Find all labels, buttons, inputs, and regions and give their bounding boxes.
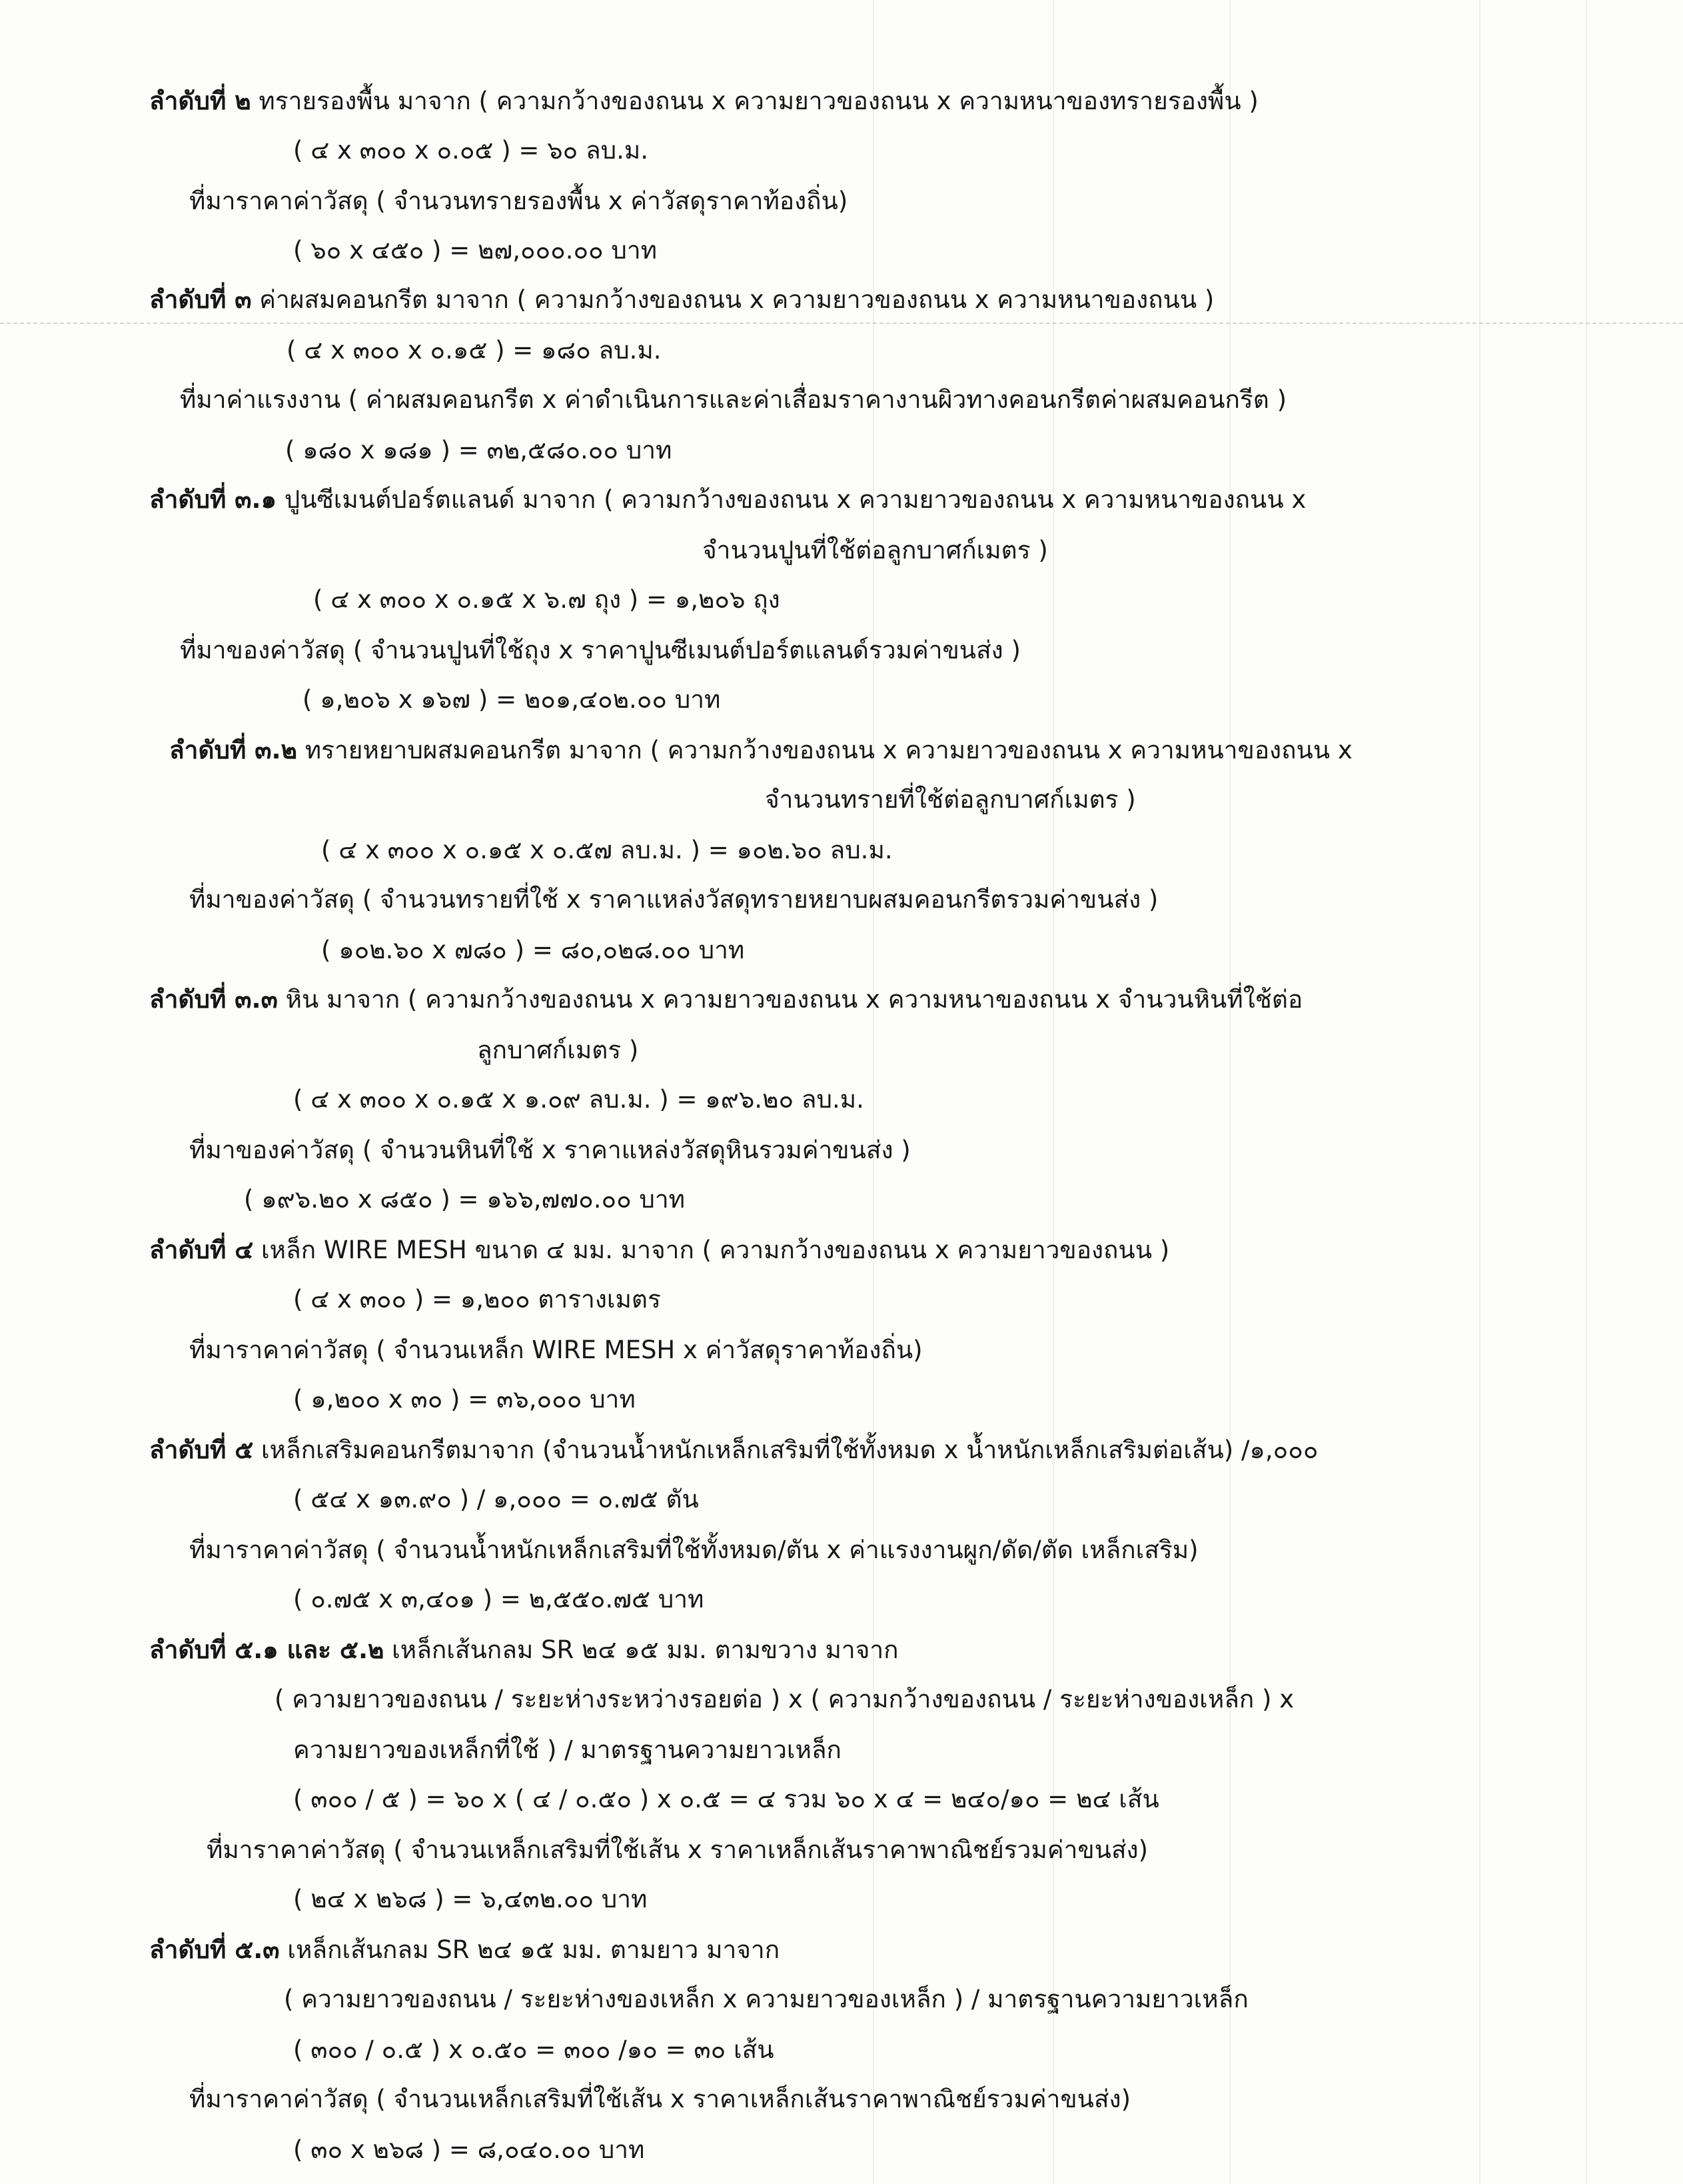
item-3-2-heading-cont: จำนวนทรายที่ใช้ต่อลูกบาศก์เมตร ) xyxy=(765,785,1136,814)
item-5-1-5-2-quantity: ( ๓๐๐ / ๕ ) = ๖๐ x ( ๔ / ๐.๕๐ ) x ๐.๕ = ๔ รวม ๖๐ x ๔ = ๒๔๐/๑๐ = ๒๔ เส้น xyxy=(293,1785,1159,1813)
scan-streak xyxy=(1479,0,1480,2184)
item-3-quantity: ( ๔ x ๓๐๐ x ๐.๑๕ ) = ๑๘๐ ลบ.ม. xyxy=(286,336,662,365)
item-4-quantity: ( ๔ x ๓๐๐ ) = ๑,๒๐๐ ตารางเมตร xyxy=(293,1285,661,1314)
item-4-total: ( ๑,๒๐๐ x ๓๐ ) = ๓๖,๐๐๐ บาท xyxy=(293,1385,636,1414)
item-5-3-formula: ( ความยาวของถนน / ระยะห่างของเหล็ก x ความยาวของเหล็ก ) / มาตรฐานความยาวเหล็ก xyxy=(284,1985,1249,2013)
scan-streak xyxy=(1586,0,1587,2184)
scan-fold-line xyxy=(0,323,1683,324)
item-3-2-heading: ลำดับที่ ๓.๒ ทรายหยาบผสมคอนกรีต มาจาก ( ความกว้างของถนน x ความยาวของถนน x ความหนาของถนน x xyxy=(169,736,1353,764)
item-2-total: ( ๖๐ x ๔๕๐ ) = ๒๗,๐๐๐.๐๐ บาท xyxy=(293,236,658,265)
item-3-1-quantity: ( ๔ x ๓๐๐ x ๐.๑๕ x ๖.๗ ถุง ) = ๑,๒๐๖ ถุง xyxy=(313,585,780,614)
item-5-3-price-source: ที่มาราคาค่าวัสดุ ( จำนวนเหล็กเสริมที่ใช้เส้น x ราคาเหล็กเส้นราคาพาณิชย์รวมค่าขนส่ง) xyxy=(189,2085,1131,2113)
item-4-heading: ลำดับที่ ๔ เหล็ก WIRE MESH ขนาด ๔ มม. มาจาก ( ความกว้างของถนน x ความยาวของถนน ) xyxy=(149,1236,1170,1264)
item-5-1-5-2-formula: ( ความยาวของถนน / ระยะห่างระหว่างรอยต่อ ) x ( ความกว้างของถนน / ระยะห่างของเหล็ก ) x xyxy=(275,1685,1295,1713)
item-5-1-5-2-heading: ลำดับที่ ๕.๑ และ ๕.๒ เหล็กเส้นกลม SR ๒๔ ๑๕ มม. ตามขวาง มาจาก xyxy=(149,1636,899,1664)
item-3-2-price-source: ที่มาของค่าวัสดุ ( จำนวนทรายที่ใช้ x ราคาแหล่งวัสดุทรายหยาบผสมคอนกรีตรวมค่าขนส่ง ) xyxy=(189,885,1159,914)
item-4-price-source: ที่มาราคาค่าวัสดุ ( จำนวนเหล็ก WIRE MESH x ค่าวัสดุราคาท้องถิ่น) xyxy=(189,1336,923,1364)
item-3-3-heading: ลำดับที่ ๓.๓ หิน มาจาก ( ความกว้างของถนน x ความยาวของถนน x ความหนาของถนน x จำนวนหินที่ใช้ต่อ xyxy=(149,985,1303,1014)
item-5-1-5-2-formula-cont: ความยาวของเหล็กที่ใช้ ) / มาตรฐานความยาวเหล็ก xyxy=(293,1735,842,1764)
item-3-total: ( ๑๘๐ x ๑๘๑ ) = ๓๒,๕๘๐.๐๐ บาท xyxy=(285,436,672,465)
item-3-1-total: ( ๑,๒๐๖ x ๑๖๗ ) = ๒๐๑,๔๐๒.๐๐ บาท xyxy=(302,685,721,714)
item-3-heading: ลำดับที่ ๓ ค่าผสมคอนกรีต มาจาก ( ความกว้างของถนน x ความยาวของถนน x ความหนาของถนน ) xyxy=(149,285,1215,314)
scan-streak xyxy=(1229,0,1231,2184)
item-5-total: ( ๐.๗๕ x ๓,๔๐๑ ) = ๒,๕๕๐.๗๕ บาท xyxy=(293,1585,704,1614)
item-2-price-source: ที่มาราคาค่าวัสดุ ( จำนวนทรายรองพื้น x ค่าวัสดุราคาท้องถิ่น) xyxy=(189,187,848,215)
item-2-heading: ลำดับที่ ๒ ทรายรองพื้น มาจาก ( ความกว้างของถนน x ความยาวของถนน x ความหนาของทรายรองพื้น ) xyxy=(149,87,1259,115)
item-5-quantity: ( ๕๔ x ๑๓.๙๐ ) / ๑,๐๐๐ = ๐.๗๕ ตัน xyxy=(293,1485,699,1514)
item-5-1-5-2-total: ( ๒๔ x ๒๖๘ ) = ๖,๔๓๒.๐๐ บาท xyxy=(293,1885,648,1913)
item-5-3-quantity: ( ๓๐๐ / ๐.๕ ) x ๐.๕๐ = ๓๐๐ /๑๐ = ๓๐ เส้น xyxy=(293,2035,774,2064)
item-2-quantity: ( ๔ x ๓๐๐ x ๐.๐๕ ) = ๖๐ ลบ.ม. xyxy=(293,136,649,165)
item-3-2-quantity: ( ๔ x ๓๐๐ x ๐.๑๕ x ๐.๕๗ ลบ.ม. ) = ๑๐๒.๖๐ ลบ.ม. xyxy=(321,836,893,864)
item-5-price-source: ที่มาราคาค่าวัสดุ ( จำนวนน้ำหนักเหล็กเสริมที่ใช้ทั้งหมด/ตัน x ค่าแรงงานผูก/ดัด/ตัด เหล็กเสริม) xyxy=(189,1536,1199,1564)
item-3-3-quantity: ( ๔ x ๓๐๐ x ๐.๑๕ x ๑.๐๙ ลบ.ม. ) = ๑๙๖.๒๐ ลบ.ม. xyxy=(293,1085,864,1114)
item-3-3-total: ( ๑๙๖.๒๐ x ๘๕๐ ) = ๑๖๖,๗๗๐.๐๐ บาท xyxy=(244,1185,686,1214)
item-3-3-price-source: ที่มาของค่าวัสดุ ( จำนวนหินที่ใช้ x ราคาแหล่งวัสดุหินรวมค่าขนส่ง ) xyxy=(189,1136,911,1164)
item-3-labor-source: ที่มาค่าแรงงาน ( ค่าผสมคอนกรีต x ค่าดำเนินการและค่าเสื่อมราคางานผิวทางคอนกรีตค่าผสมคอนกรีต ) xyxy=(180,385,1287,414)
item-5-3-heading: ลำดับที่ ๕.๓ เหล็กเส้นกลม SR ๒๔ ๑๕ มม. ตามยาว มาจาก xyxy=(149,1935,780,1964)
item-5-3-total: ( ๓๐ x ๒๖๘ ) = ๘,๐๔๐.๐๐ บาท xyxy=(293,2135,645,2164)
item-3-1-price-source: ที่มาของค่าวัสดุ ( จำนวนปูนที่ใช้ถุง x ราคาปูนซีเมนต์ปอร์ตแลนด์รวมค่าขนส่ง ) xyxy=(180,636,1021,664)
item-3-1-heading: ลำดับที่ ๓.๑ ปูนซีเมนต์ปอร์ตแลนด์ มาจาก ( ความกว้างของถนน x ความยาวของถนน x ความหนาของถนน x xyxy=(149,485,1307,514)
item-3-1-heading-cont: จำนวนปูนที่ใช้ต่อลูกบาศก์เมตร ) xyxy=(702,536,1048,564)
item-3-3-heading-cont: ลูกบาศก์เมตร ) xyxy=(477,1036,639,1064)
item-3-2-total: ( ๑๐๒.๖๐ x ๗๘๐ ) = ๘๐,๐๒๘.๐๐ บาท xyxy=(321,936,745,964)
item-5-1-5-2-price-source: ที่มาราคาค่าวัสดุ ( จำนวนเหล็กเสริมที่ใช้เส้น x ราคาเหล็กเส้นราคาพาณิชย์รวมค่าขนส่ง) xyxy=(207,1835,1149,1864)
item-5-heading: ลำดับที่ ๕ เหล็กเสริมคอนกรีตมาจาก (จำนวนน้ำหนักเหล็กเสริมที่ใช้ทั้งหมด x น้ำหนักเหล็กเสริมต่อเส้น) /๑,๐๐๐ xyxy=(149,1436,1319,1464)
